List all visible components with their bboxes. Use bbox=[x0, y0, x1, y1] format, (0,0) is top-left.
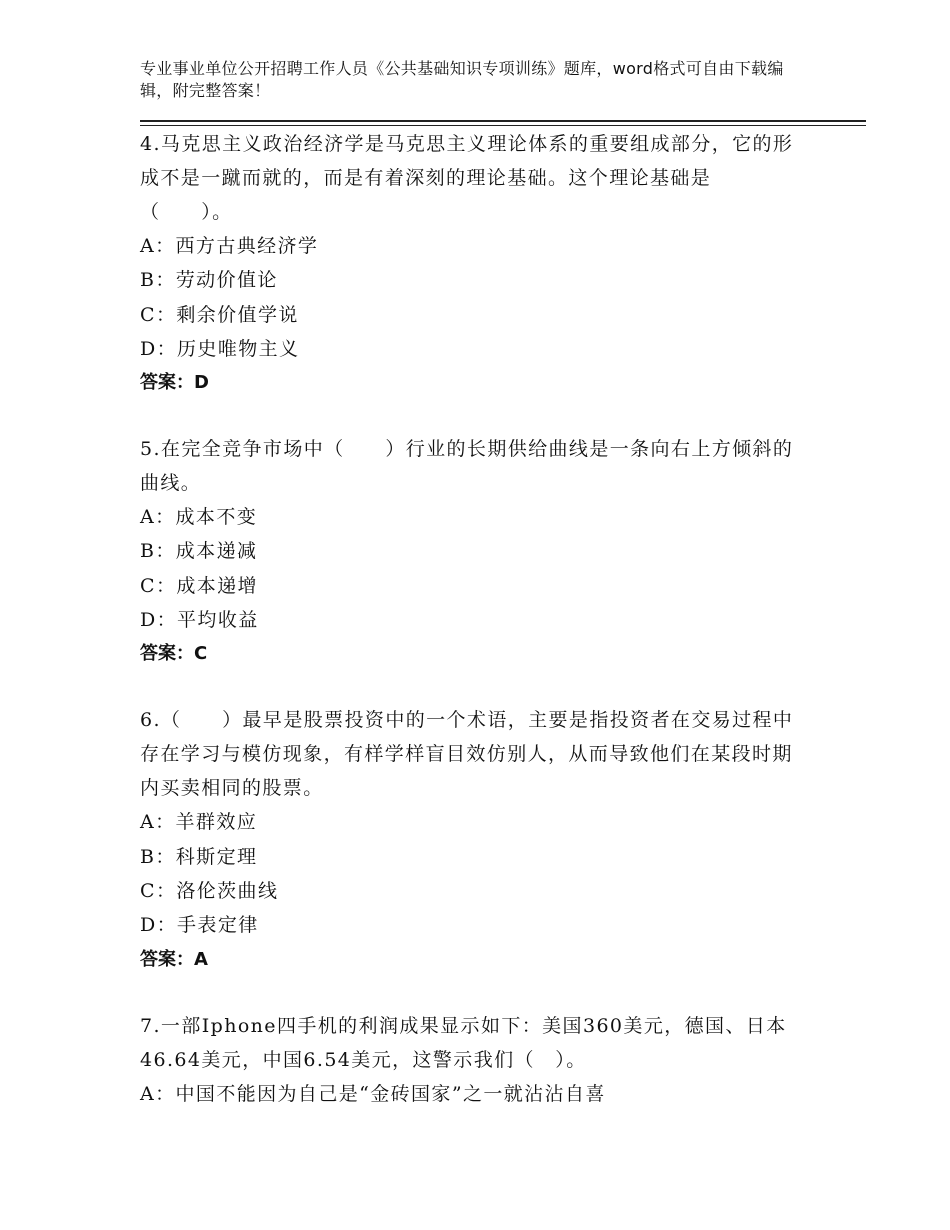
question-4 bbox=[140, 127, 800, 400]
answer: 答案：D bbox=[140, 372, 209, 394]
option-a: A：成本不变 bbox=[140, 506, 258, 529]
question-stem: 4.马克思主义政治经济学是马克思主义理论体系的重要组成部分，它的形成不是一蹴而就的，而是有着深刻的理论基础。这个理论基础是（ ）。 bbox=[140, 133, 794, 223]
question-list bbox=[140, 127, 800, 1143]
document-header: 专业事业单位公开招聘工作人员《公共基础知识专项训练》题库，word格式可自由下载编辑，附完整答案！ bbox=[140, 59, 784, 100]
question-stem: 6.（ ）最早是股票投资中的一个术语，主要是指投资者在交易过程中存在学习与模仿现象，有样学样盲目效仿别人，从而导致他们在某段时期内买卖相同的股票。 bbox=[140, 709, 794, 800]
option-b: B：劳动价值论 bbox=[140, 269, 278, 292]
option-d: D：平均收益 bbox=[140, 609, 259, 632]
header-rule-thin bbox=[140, 125, 866, 126]
header-rule-thick bbox=[140, 120, 866, 122]
question-5 bbox=[140, 432, 800, 671]
option-d: D：历史唯物主义 bbox=[140, 337, 300, 360]
question-7 bbox=[140, 1009, 800, 1111]
option-a: A：西方古典经济学 bbox=[140, 235, 319, 257]
option-a: A：羊群效应 bbox=[140, 811, 258, 834]
option-d: D：手表定律 bbox=[140, 914, 259, 937]
question-stem: 7.一部Iphone四手机的利润成果显示如下：美国360美元，德国、日本46.64美元，中国6.54美元，这警示我们（ ）。 bbox=[140, 1014, 787, 1071]
answer: 答案：A bbox=[140, 948, 208, 970]
option-b: B：科斯定理 bbox=[140, 845, 258, 868]
option-a: A：中国不能因为自己是“金砖国家”之一就沾沾自喜 bbox=[140, 1082, 606, 1105]
option-c: C：剩余价值学说 bbox=[140, 303, 299, 326]
option-c: C：成本递增 bbox=[140, 574, 258, 597]
question-stem: 5.在完全竞争市场中（ ）行业的长期供给曲线是一条向右上方倾斜的曲线。 bbox=[140, 438, 794, 495]
answer: 答案：C bbox=[140, 643, 208, 665]
option-b: B：成本递减 bbox=[140, 540, 258, 563]
option-c: C：洛伦茨曲线 bbox=[140, 879, 279, 902]
question-6 bbox=[140, 703, 800, 976]
